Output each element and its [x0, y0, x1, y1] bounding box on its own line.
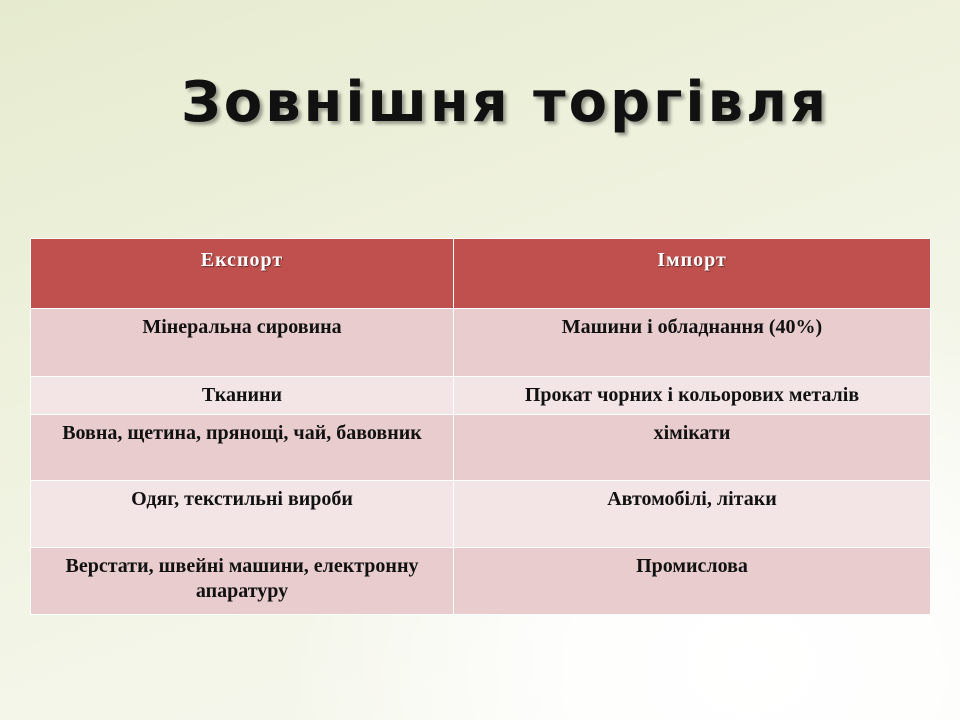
table-row: [31, 481, 931, 548]
import-cell: Автомобілі, літаки: [454, 481, 931, 548]
table-header-row: [31, 239, 931, 309]
import-cell: Промислова: [454, 548, 931, 615]
header-import: Імпорт: [454, 239, 931, 309]
table-row: [31, 377, 931, 415]
export-cell: Мінеральна сировина: [31, 309, 454, 377]
trade-table: [30, 238, 931, 615]
table-row: [31, 309, 931, 377]
export-cell: Верстати, швейні машини, електронну апаратуру: [31, 548, 454, 615]
import-cell: хімікати: [454, 415, 931, 481]
import-cell: Машини і обладнання (40%): [454, 309, 931, 377]
export-cell: Тканини: [31, 377, 454, 415]
export-cell: Вовна, щетина, прянощі, чай, бавовник: [31, 415, 454, 481]
table-row: [31, 548, 931, 615]
import-cell: Прокат чорних і кольорових металів: [454, 377, 931, 415]
export-cell: Одяг, текстильні вироби: [31, 481, 454, 548]
slide-title: Зовнішня торгівля: [180, 70, 830, 135]
header-export: Експорт: [31, 239, 454, 309]
table-row: [31, 415, 931, 481]
